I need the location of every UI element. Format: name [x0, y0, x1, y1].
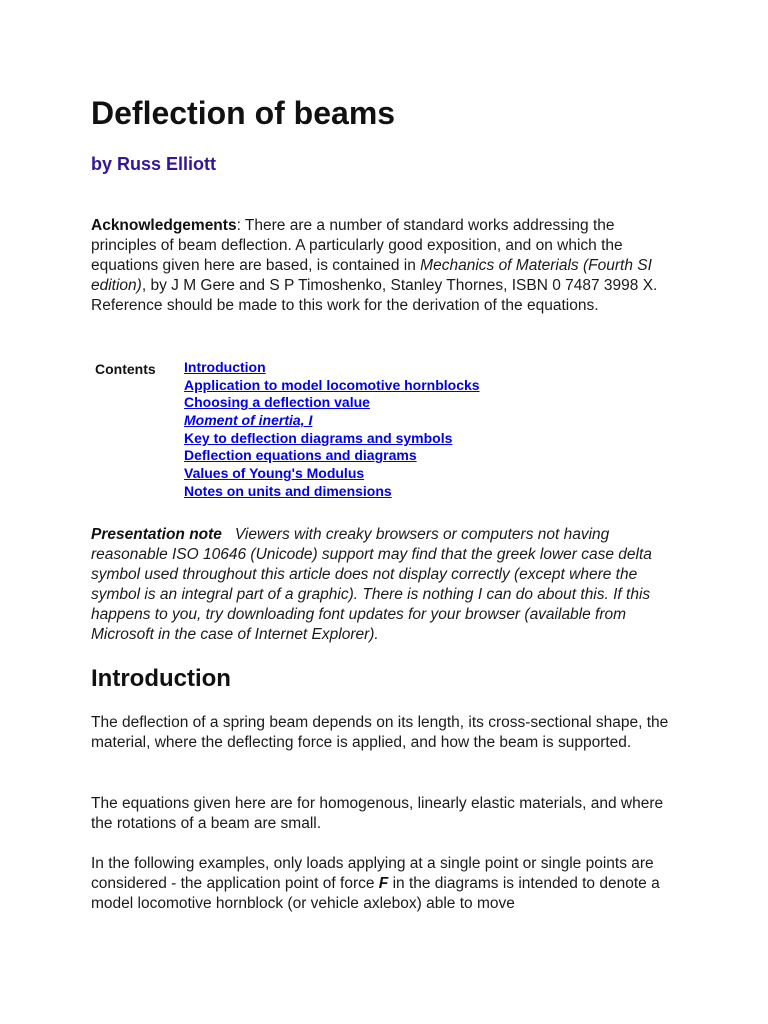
toc-item — [184, 447, 480, 465]
introduction-p3-after: in the diagrams is intended to denote a model locomotive hornblock (or vehicle axlebox) able to move — [91, 875, 660, 912]
presentation-note-label: Presentation note — [91, 526, 222, 543]
acknowledgements-text-before: : There are a number of standard works addressing the principles of beam deflection. A particularly good exposition, and on which the equations given here are based, is contained in — [91, 217, 623, 274]
toc-link-youngs-modulus[interactable]: Values of Young's Modulus — [184, 465, 365, 482]
contents-label: Contents — [95, 361, 156, 377]
book-title: Mechanics of Materials (Fourth SI edition) — [91, 257, 652, 294]
toc-link-moment-of-inertia[interactable]: Moment of inertia, I — [184, 412, 313, 429]
introduction-paragraph-1: The deflection of a spring beam depends on its length, its cross-sectional shape, the material, where the deflecting force is applied, and how the beam is supported. — [91, 714, 669, 751]
toc-item — [184, 359, 480, 377]
acknowledgements-label: Acknowledgements — [91, 217, 237, 234]
presentation-note-paragraph — [91, 525, 681, 645]
toc-link-introduction[interactable]: Introduction — [184, 359, 266, 375]
toc-link-deflection-value[interactable]: Choosing a deflection value — [184, 394, 370, 411]
introduction-p3-before: In the following examples, only loads applying at a single point or single points are considered - the application point of force — [91, 855, 654, 892]
page-title: Deflection of beams — [91, 95, 396, 131]
toc-item — [184, 412, 480, 430]
author-byline: by Russ Elliott — [91, 154, 217, 174]
introduction-paragraph-3 — [91, 854, 681, 914]
presentation-note-text: Viewers with creaky browsers or computers not having reasonable ISO 10646 (Unicode) support may find that the greek lower case delta symbol used throughout this article does not display correctly (except where the symbol is an integral part of a graphic). There is nothing I can do about this. If this happens to you, try downloading font updates for your browser (available from Microsoft in the case of Internet Explorer). — [91, 526, 657, 643]
acknowledgements-text-after: , by J M Gere and S P Timoshenko, Stanley Thornes, ISBN 0 7487 3998 X. Reference should be made to this work for the derivation of the equations. — [91, 277, 658, 314]
toc-link-units-dimensions[interactable]: Notes on units and dimensions — [184, 482, 392, 499]
acknowledgements-paragraph — [91, 216, 681, 316]
force-symbol: F — [378, 875, 389, 892]
toc-item — [184, 483, 480, 501]
table-of-contents — [184, 359, 480, 501]
introduction-paragraph-2: The equations given here are for homogenous, linearly elastic materials, and where the rotations of a beam are small. — [91, 795, 664, 832]
toc-item — [184, 394, 480, 412]
toc-link-deflection-equations[interactable]: Deflection equations and diagrams — [184, 447, 417, 464]
introduction-heading: Introduction — [91, 665, 231, 692]
toc-link-hornblocks[interactable]: Application to model locomotive hornblocks — [184, 376, 480, 393]
toc-link-key-to-diagrams[interactable]: Key to deflection diagrams and symbols — [184, 429, 453, 446]
toc-item — [184, 465, 480, 483]
toc-item — [184, 377, 480, 395]
toc-item — [184, 430, 480, 448]
